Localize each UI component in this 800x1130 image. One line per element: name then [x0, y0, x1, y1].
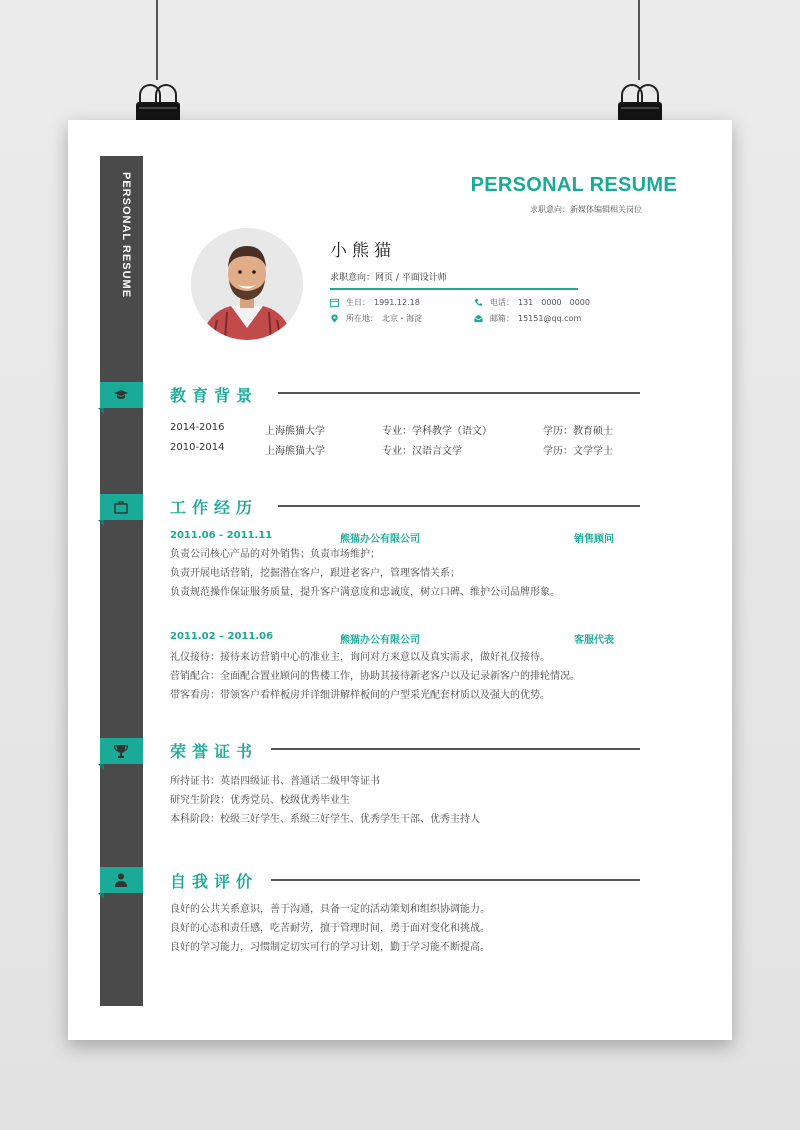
- job-period: 2011.06 - 2011.11: [170, 530, 273, 541]
- self-eval-tab: [100, 867, 143, 893]
- job-period: 2011.02 – 2011.06: [170, 631, 274, 642]
- job-description-line: 负责公司核心产品的对外销售；负责市场维护；: [170, 549, 380, 560]
- education-degree: 学历：教育硕士: [543, 426, 613, 437]
- job-company: 熊猫办公有限公司: [340, 635, 420, 646]
- birth-value: 1991.12.18: [374, 298, 420, 307]
- self-eval-title: 自我评价: [170, 872, 259, 891]
- phone-label: 电话：: [490, 298, 514, 307]
- calendar-icon: [330, 298, 339, 307]
- birth-label: 生日：: [346, 298, 370, 307]
- work-tab: [100, 494, 143, 520]
- phone-icon: [474, 298, 483, 307]
- education-divider: [278, 392, 640, 394]
- graduation-cap-icon: [113, 387, 129, 403]
- education-period: 2014-2016: [170, 422, 225, 433]
- avatar: [191, 228, 303, 340]
- resume-title: PERSONAL RESUME: [470, 174, 677, 196]
- education-major: 专业：汉语言文学: [382, 446, 462, 457]
- briefcase-icon: [113, 499, 129, 515]
- mail-icon: [474, 314, 483, 323]
- job-role: 销售顾问: [574, 534, 614, 545]
- job-intent: 求职意向：网页 / 平面设计师: [330, 273, 447, 283]
- birth-info: [330, 297, 420, 308]
- job-description: [170, 545, 560, 602]
- job-description-line: 礼仪接待：接待来访营销中心的准业主，询问对方来意以及真实需求，做好礼仪接待。: [170, 652, 550, 663]
- sidebar-vertical-title: PERSONAL RESUME: [120, 172, 132, 299]
- job-description-line: 带客看房：带领客户看样板房并详细讲解样板间的户型采光配套材质以及强大的优势。: [170, 690, 550, 701]
- education-degree: 学历：文学学士: [543, 446, 613, 457]
- honor-line: 本科阶段：校级三好学生、系级三好学生、优秀学生干部、优秀主持人: [170, 814, 480, 825]
- honor-line: 所持证书：英语四级证书、普通话二级甲等证书: [170, 776, 380, 787]
- trophy-icon: [113, 743, 129, 759]
- honors-list: [170, 772, 480, 829]
- self-eval-divider: [271, 879, 640, 881]
- email-info: [474, 313, 581, 324]
- self-eval-text: [170, 900, 490, 957]
- email-value: 15151@qq.com: [518, 314, 582, 323]
- location-value: 北京・海淀: [382, 314, 422, 323]
- info-divider: [330, 288, 578, 290]
- education-tab: [100, 382, 143, 408]
- resume-subtitle: 求职意向：新媒体编辑相关岗位: [530, 205, 642, 214]
- education-title: 教育背景: [170, 386, 259, 405]
- job-description-line: 负责规范操作保证服务质量，提升客户满意度和忠诚度，树立口碑、维护公司品牌形象。: [170, 587, 560, 598]
- work-divider: [278, 505, 640, 507]
- location-label: 所在地：: [346, 314, 378, 323]
- honors-tab: [100, 738, 143, 764]
- self-eval-line: 良好的公共关系意识，善于沟通，具备一定的活动策划和组织协调能力。: [170, 904, 490, 915]
- honors-title: 荣誉证书: [170, 742, 259, 761]
- education-major: 专业：学科教学（语文）: [382, 426, 492, 437]
- email-label: 邮箱：: [490, 314, 514, 323]
- resume-paper: [68, 120, 732, 1040]
- honors-divider: [271, 748, 640, 750]
- person-icon: [113, 872, 129, 888]
- location-pin-icon: [330, 314, 339, 323]
- candidate-name: 小熊猫: [330, 241, 396, 261]
- phone-info: [474, 297, 590, 308]
- job-company: 熊猫办公有限公司: [340, 534, 420, 545]
- job-role: 客服代表: [574, 635, 614, 646]
- education-period: 2010-2014: [170, 442, 225, 453]
- work-title: 工作经历: [170, 498, 259, 517]
- self-eval-line: 良好的心态和责任感，吃苦耐劳，擅于管理时间，勇于面对变化和挑战。: [170, 923, 490, 934]
- location-info: [330, 313, 422, 324]
- job-description: [170, 648, 580, 705]
- education-school: 上海熊猫大学: [265, 426, 325, 437]
- job-description-line: 营销配合：全面配合置业顾问的售楼工作，协助其接待新老客户以及记录新客户的排轮情况。: [170, 671, 580, 682]
- phone-value: 131 0000 0000: [518, 298, 590, 307]
- honor-line: 研究生阶段：优秀党员、校级优秀毕业生: [170, 795, 350, 806]
- education-school: 上海熊猫大学: [265, 446, 325, 457]
- self-eval-line: 良好的学习能力，习惯制定切实可行的学习计划，勤于学习能不断提高。: [170, 942, 490, 953]
- job-description-line: 负责开展电话营销，挖掘潜在客户，跟进老客户，管理客情关系；: [170, 568, 460, 579]
